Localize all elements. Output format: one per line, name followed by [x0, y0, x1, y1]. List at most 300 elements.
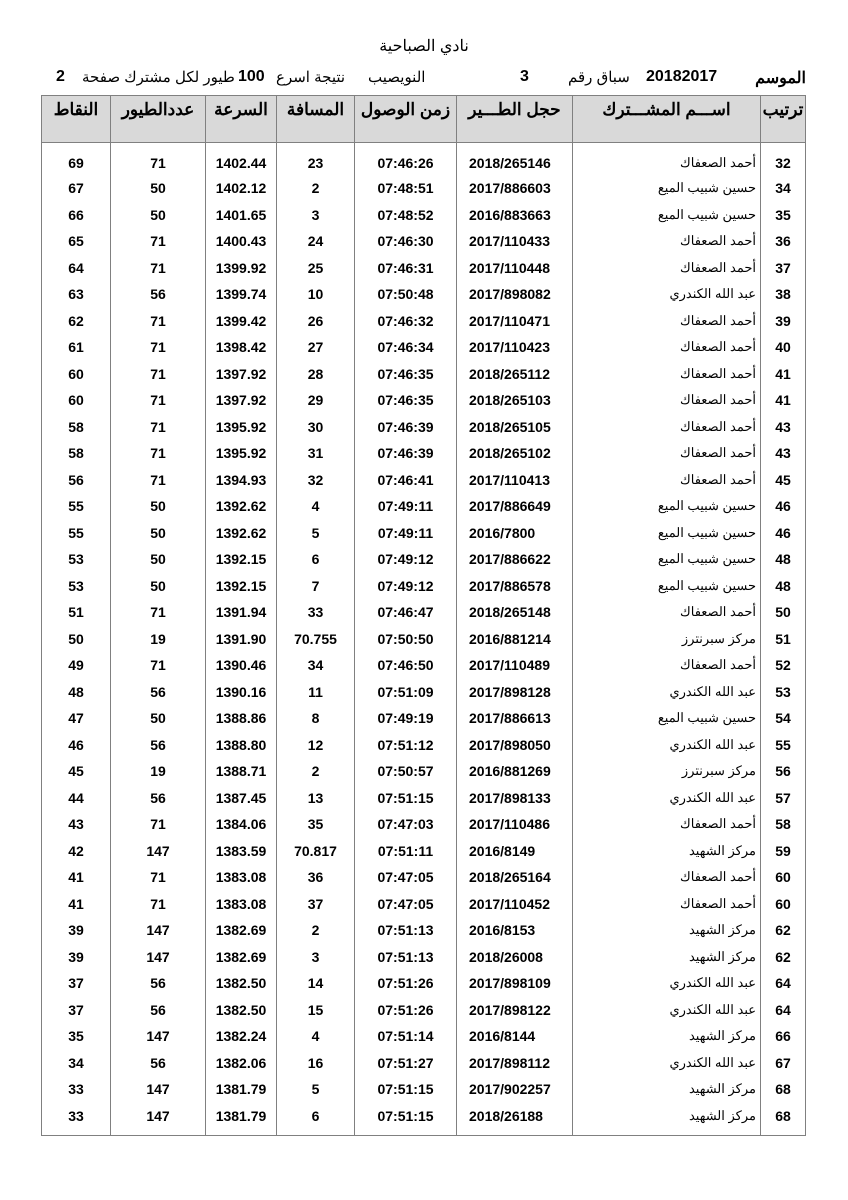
birds-cell: 50 — [111, 546, 206, 573]
arrival-cell: 07:46:47 — [355, 599, 457, 626]
table-row — [42, 228, 806, 255]
ring-cell: 2016/883663 — [457, 202, 573, 229]
speed-cell: 1381.79 — [206, 1103, 277, 1136]
participant-cell: أحمد الصعفاك — [573, 864, 761, 891]
rank-cell: 64 — [761, 997, 806, 1024]
participant-cell: أحمد الصعفاك — [573, 811, 761, 838]
distance-cell: 15 — [277, 997, 355, 1024]
participant-cell: حسين شبيب الميع — [573, 175, 761, 202]
birds-cell: 71 — [111, 599, 206, 626]
table-row — [42, 864, 806, 891]
points-cell: 58 — [42, 440, 111, 467]
ring-cell: 2018/265112 — [457, 361, 573, 388]
rank-cell: 57 — [761, 785, 806, 812]
speed-cell: 1390.16 — [206, 679, 277, 706]
rank-cell: 59 — [761, 838, 806, 865]
rank-cell: 43 — [761, 440, 806, 467]
rank-cell: 48 — [761, 546, 806, 573]
points-cell: 43 — [42, 811, 111, 838]
arrival-cell: 07:51:11 — [355, 838, 457, 865]
distance-cell: 3 — [277, 202, 355, 229]
table-row — [42, 599, 806, 626]
rank-cell: 60 — [761, 864, 806, 891]
table-row — [42, 440, 806, 467]
table-row — [42, 1050, 806, 1077]
rank-cell: 55 — [761, 732, 806, 759]
ring-cell: 2016/8153 — [457, 917, 573, 944]
birds-cell: 71 — [111, 334, 206, 361]
speed-cell: 1397.92 — [206, 387, 277, 414]
speed-cell: 1400.43 — [206, 228, 277, 255]
season-label: الموسم — [755, 70, 806, 87]
distance-cell: 35 — [277, 811, 355, 838]
ring-cell: 2016/7800 — [457, 520, 573, 547]
distance-cell: 4 — [277, 1023, 355, 1050]
distance-cell: 16 — [277, 1050, 355, 1077]
arrival-cell: 07:50:48 — [355, 281, 457, 308]
table-row — [42, 811, 806, 838]
rank-cell: 58 — [761, 811, 806, 838]
arrival-cell: 07:49:12 — [355, 546, 457, 573]
points-cell: 48 — [42, 679, 111, 706]
rank-cell: 36 — [761, 228, 806, 255]
ring-cell: 2017/902257 — [457, 1076, 573, 1103]
table-row — [42, 546, 806, 573]
arrival-cell: 07:51:12 — [355, 732, 457, 759]
birds-cell: 71 — [111, 414, 206, 441]
speed-cell: 1397.92 — [206, 361, 277, 388]
points-cell: 65 — [42, 228, 111, 255]
points-cell: 53 — [42, 546, 111, 573]
table-row — [42, 1023, 806, 1050]
rank-cell: 37 — [761, 255, 806, 282]
table-row — [42, 970, 806, 997]
arrival-cell: 07:51:15 — [355, 1103, 457, 1136]
arrival-cell: 07:48:52 — [355, 202, 457, 229]
col-header-participant: اســـم المشـــترك — [573, 96, 761, 143]
points-cell: 56 — [42, 467, 111, 494]
col-header-points: النقاط — [42, 96, 111, 143]
rank-cell: 68 — [761, 1076, 806, 1103]
arrival-cell: 07:51:15 — [355, 785, 457, 812]
rank-cell: 64 — [761, 970, 806, 997]
birds-cell: 50 — [111, 520, 206, 547]
ring-cell: 2017/110423 — [457, 334, 573, 361]
speed-cell: 1382.69 — [206, 944, 277, 971]
birds-cell: 71 — [111, 811, 206, 838]
arrival-cell: 07:47:05 — [355, 891, 457, 918]
participant-cell: حسين شبيب الميع — [573, 520, 761, 547]
arrival-cell: 07:47:05 — [355, 864, 457, 891]
speed-cell: 1382.50 — [206, 997, 277, 1024]
speed-cell: 1382.50 — [206, 970, 277, 997]
table-row — [42, 838, 806, 865]
birds-cell: 56 — [111, 281, 206, 308]
points-cell: 60 — [42, 361, 111, 388]
birds-cell: 147 — [111, 838, 206, 865]
table-row — [42, 944, 806, 971]
points-cell: 37 — [42, 997, 111, 1024]
result-label: نتيجة اسرع — [276, 69, 346, 86]
distance-cell: 5 — [277, 1076, 355, 1103]
arrival-cell: 07:46:31 — [355, 255, 457, 282]
speed-cell: 1402.44 — [206, 143, 277, 176]
table-row — [42, 493, 806, 520]
per-page-label: طيور لكل مشترك صفحة — [82, 69, 235, 86]
arrival-cell: 07:46:50 — [355, 652, 457, 679]
arrival-cell: 07:49:12 — [355, 573, 457, 600]
speed-cell: 1392.15 — [206, 546, 277, 573]
distance-cell: 3 — [277, 944, 355, 971]
participant-cell: أحمد الصعفاك — [573, 467, 761, 494]
ring-cell: 2017/898112 — [457, 1050, 573, 1077]
distance-cell: 10 — [277, 281, 355, 308]
ring-cell: 2018/265105 — [457, 414, 573, 441]
participant-cell: حسين شبيب الميع — [573, 202, 761, 229]
distance-cell: 24 — [277, 228, 355, 255]
arrival-cell: 07:51:26 — [355, 970, 457, 997]
table-header-row — [42, 96, 806, 143]
arrival-cell: 07:51:09 — [355, 679, 457, 706]
points-cell: 41 — [42, 891, 111, 918]
birds-cell: 19 — [111, 758, 206, 785]
points-cell: 58 — [42, 414, 111, 441]
ring-cell: 2018/265102 — [457, 440, 573, 467]
ring-cell: 2017/898109 — [457, 970, 573, 997]
participant-cell: حسين شبيب الميع — [573, 705, 761, 732]
birds-cell: 147 — [111, 1076, 206, 1103]
distance-cell: 8 — [277, 705, 355, 732]
rank-cell: 60 — [761, 891, 806, 918]
participant-cell: أحمد الصعفاك — [573, 228, 761, 255]
ring-cell: 2018/265103 — [457, 387, 573, 414]
ring-cell: 2016/881214 — [457, 626, 573, 653]
rank-cell: 43 — [761, 414, 806, 441]
rank-cell: 41 — [761, 387, 806, 414]
participant-cell: عبد الله الكندري — [573, 785, 761, 812]
col-header-birds: عددالطيور — [111, 96, 206, 143]
arrival-cell: 07:51:13 — [355, 944, 457, 971]
birds-cell: 19 — [111, 626, 206, 653]
speed-cell: 1401.65 — [206, 202, 277, 229]
participant-cell: أحمد الصعفاك — [573, 361, 761, 388]
ring-cell: 2018/265146 — [457, 143, 573, 176]
points-cell: 66 — [42, 202, 111, 229]
rank-cell: 46 — [761, 493, 806, 520]
speed-cell: 1383.08 — [206, 864, 277, 891]
distance-cell: 12 — [277, 732, 355, 759]
result-count: 100 — [238, 68, 265, 85]
ring-cell: 2018/265148 — [457, 599, 573, 626]
table-row — [42, 573, 806, 600]
birds-cell: 56 — [111, 997, 206, 1024]
arrival-cell: 07:46:39 — [355, 440, 457, 467]
table-row — [42, 891, 806, 918]
ring-cell: 2017/898082 — [457, 281, 573, 308]
distance-cell: 37 — [277, 891, 355, 918]
speed-cell: 1382.24 — [206, 1023, 277, 1050]
birds-cell: 71 — [111, 308, 206, 335]
participant-cell: مركز الشهيد — [573, 838, 761, 865]
points-cell: 33 — [42, 1103, 111, 1136]
speed-cell: 1382.06 — [206, 1050, 277, 1077]
distance-cell: 6 — [277, 1103, 355, 1136]
points-cell: 44 — [42, 785, 111, 812]
distance-cell: 30 — [277, 414, 355, 441]
table-row — [42, 143, 806, 176]
rank-cell: 35 — [761, 202, 806, 229]
participant-cell: أحمد الصعفاك — [573, 334, 761, 361]
speed-cell: 1399.74 — [206, 281, 277, 308]
table-row — [42, 652, 806, 679]
table-row — [42, 626, 806, 653]
arrival-cell: 07:49:19 — [355, 705, 457, 732]
ring-cell: 2017/110433 — [457, 228, 573, 255]
rank-cell: 51 — [761, 626, 806, 653]
participant-cell: مركز سبرنترز — [573, 758, 761, 785]
points-cell: 35 — [42, 1023, 111, 1050]
speed-cell: 1387.45 — [206, 785, 277, 812]
arrival-cell: 07:51:13 — [355, 917, 457, 944]
col-header-ring: حجل الطـــير — [457, 96, 573, 143]
distance-cell: 31 — [277, 440, 355, 467]
distance-cell: 26 — [277, 308, 355, 335]
rank-cell: 34 — [761, 175, 806, 202]
speed-cell: 1392.15 — [206, 573, 277, 600]
participant-cell: حسين شبيب الميع — [573, 546, 761, 573]
table-row — [42, 387, 806, 414]
distance-cell: 29 — [277, 387, 355, 414]
rank-cell: 38 — [761, 281, 806, 308]
rank-cell: 46 — [761, 520, 806, 547]
arrival-cell: 07:46:30 — [355, 228, 457, 255]
distance-cell: 32 — [277, 467, 355, 494]
rank-cell: 54 — [761, 705, 806, 732]
arrival-cell: 07:46:35 — [355, 361, 457, 388]
arrival-cell: 07:46:39 — [355, 414, 457, 441]
birds-cell: 56 — [111, 732, 206, 759]
participant-cell: أحمد الصعفاك — [573, 891, 761, 918]
points-cell: 37 — [42, 970, 111, 997]
rank-cell: 48 — [761, 573, 806, 600]
results-table — [41, 95, 806, 1136]
rank-cell: 52 — [761, 652, 806, 679]
rank-cell: 56 — [761, 758, 806, 785]
participant-cell: أحمد الصعفاك — [573, 387, 761, 414]
distance-cell: 23 — [277, 143, 355, 176]
speed-cell: 1383.59 — [206, 838, 277, 865]
rank-cell: 62 — [761, 917, 806, 944]
ring-cell: 2016/881269 — [457, 758, 573, 785]
participant-cell: أحمد الصعفاك — [573, 308, 761, 335]
arrival-cell: 07:51:26 — [355, 997, 457, 1024]
ring-cell: 2017/898050 — [457, 732, 573, 759]
speed-cell: 1388.86 — [206, 705, 277, 732]
arrival-cell: 07:49:11 — [355, 520, 457, 547]
birds-cell: 147 — [111, 1023, 206, 1050]
participant-cell: حسين شبيب الميع — [573, 493, 761, 520]
ring-cell: 2018/265164 — [457, 864, 573, 891]
speed-cell: 1398.42 — [206, 334, 277, 361]
birds-cell: 71 — [111, 228, 206, 255]
points-cell: 55 — [42, 520, 111, 547]
ring-cell: 2016/8144 — [457, 1023, 573, 1050]
arrival-cell: 07:49:11 — [355, 493, 457, 520]
rank-cell: 41 — [761, 361, 806, 388]
speed-cell: 1394.93 — [206, 467, 277, 494]
table-row — [42, 281, 806, 308]
birds-cell: 71 — [111, 891, 206, 918]
participant-cell: أحمد الصعفاك — [573, 652, 761, 679]
speed-cell: 1388.71 — [206, 758, 277, 785]
rank-cell: 45 — [761, 467, 806, 494]
birds-cell: 56 — [111, 679, 206, 706]
table-row — [42, 202, 806, 229]
ring-cell: 2017/110413 — [457, 467, 573, 494]
arrival-cell: 07:48:51 — [355, 175, 457, 202]
table-row — [42, 308, 806, 335]
distance-cell: 36 — [277, 864, 355, 891]
arrival-cell: 07:51:27 — [355, 1050, 457, 1077]
table-row — [42, 997, 806, 1024]
participant-cell: أحمد الصعفاك — [573, 440, 761, 467]
participant-cell: مركز الشهيد — [573, 1023, 761, 1050]
arrival-cell: 07:46:34 — [355, 334, 457, 361]
season-value: 20182017 — [646, 68, 718, 85]
points-cell: 55 — [42, 493, 111, 520]
points-cell: 42 — [42, 838, 111, 865]
col-header-arrival: زمن الوصول — [355, 96, 457, 143]
speed-cell: 1399.42 — [206, 308, 277, 335]
rank-cell: 40 — [761, 334, 806, 361]
participant-cell: عبد الله الكندري — [573, 732, 761, 759]
participant-cell: مركز الشهيد — [573, 944, 761, 971]
distance-cell: 2 — [277, 175, 355, 202]
ring-cell: 2017/110452 — [457, 891, 573, 918]
table-row — [42, 679, 806, 706]
table-row — [42, 414, 806, 441]
table-row — [42, 255, 806, 282]
distance-cell: 70.817 — [277, 838, 355, 865]
race-location: النويصيب — [368, 69, 426, 86]
speed-cell: 1399.92 — [206, 255, 277, 282]
ring-cell: 2017/898128 — [457, 679, 573, 706]
distance-cell: 70.755 — [277, 626, 355, 653]
points-cell: 47 — [42, 705, 111, 732]
col-header-rank: ترتيب — [761, 96, 806, 143]
points-cell: 64 — [42, 255, 111, 282]
points-cell: 39 — [42, 944, 111, 971]
ring-cell: 2017/110471 — [457, 308, 573, 335]
participant-cell: أحمد الصعفاك — [573, 414, 761, 441]
birds-cell: 147 — [111, 917, 206, 944]
points-cell: 61 — [42, 334, 111, 361]
points-cell: 62 — [42, 308, 111, 335]
birds-cell: 147 — [111, 1103, 206, 1136]
distance-cell: 33 — [277, 599, 355, 626]
participant-cell: حسين شبيب الميع — [573, 573, 761, 600]
ring-cell: 2017/886578 — [457, 573, 573, 600]
ring-cell: 2017/110486 — [457, 811, 573, 838]
rank-cell: 32 — [761, 143, 806, 176]
speed-cell: 1395.92 — [206, 414, 277, 441]
points-cell: 53 — [42, 573, 111, 600]
ring-cell: 2017/898133 — [457, 785, 573, 812]
ring-cell: 2018/26008 — [457, 944, 573, 971]
points-cell: 33 — [42, 1076, 111, 1103]
arrival-cell: 07:50:57 — [355, 758, 457, 785]
birds-cell: 50 — [111, 705, 206, 732]
birds-cell: 50 — [111, 202, 206, 229]
distance-cell: 2 — [277, 758, 355, 785]
distance-cell: 34 — [277, 652, 355, 679]
points-cell: 67 — [42, 175, 111, 202]
participant-cell: أحمد الصعفاك — [573, 255, 761, 282]
participant-cell: عبد الله الكندري — [573, 970, 761, 997]
birds-cell: 71 — [111, 255, 206, 282]
arrival-cell: 07:51:14 — [355, 1023, 457, 1050]
birds-cell: 56 — [111, 785, 206, 812]
distance-cell: 7 — [277, 573, 355, 600]
speed-cell: 1390.46 — [206, 652, 277, 679]
points-cell: 34 — [42, 1050, 111, 1077]
ring-cell: 2017/110489 — [457, 652, 573, 679]
distance-cell: 11 — [277, 679, 355, 706]
points-cell: 41 — [42, 864, 111, 891]
birds-cell: 50 — [111, 175, 206, 202]
table-row — [42, 361, 806, 388]
points-cell: 50 — [42, 626, 111, 653]
page-number: 2 — [56, 68, 65, 85]
race-number: 3 — [520, 68, 529, 85]
distance-cell: 27 — [277, 334, 355, 361]
table-row — [42, 175, 806, 202]
birds-cell: 71 — [111, 652, 206, 679]
points-cell: 60 — [42, 387, 111, 414]
rank-cell: 68 — [761, 1103, 806, 1136]
speed-cell: 1392.62 — [206, 520, 277, 547]
ring-cell: 2017/886603 — [457, 175, 573, 202]
arrival-cell: 07:46:41 — [355, 467, 457, 494]
speed-cell: 1384.06 — [206, 811, 277, 838]
ring-cell: 2018/26188 — [457, 1103, 573, 1136]
birds-cell: 50 — [111, 573, 206, 600]
table-row — [42, 1076, 806, 1103]
speed-cell: 1391.90 — [206, 626, 277, 653]
rank-cell: 53 — [761, 679, 806, 706]
participant-cell: مركز سبرنترز — [573, 626, 761, 653]
rank-cell: 50 — [761, 599, 806, 626]
ring-cell: 2017/110448 — [457, 255, 573, 282]
ring-cell: 2016/8149 — [457, 838, 573, 865]
speed-cell: 1395.92 — [206, 440, 277, 467]
rank-cell: 39 — [761, 308, 806, 335]
arrival-cell: 07:50:50 — [355, 626, 457, 653]
distance-cell: 28 — [277, 361, 355, 388]
participant-cell: مركز الشهيد — [573, 1103, 761, 1136]
table-row — [42, 705, 806, 732]
participant-cell: عبد الله الكندري — [573, 1050, 761, 1077]
table-row — [42, 758, 806, 785]
distance-cell: 6 — [277, 546, 355, 573]
speed-cell: 1383.08 — [206, 891, 277, 918]
birds-cell: 71 — [111, 143, 206, 176]
points-cell: 49 — [42, 652, 111, 679]
speed-cell: 1392.62 — [206, 493, 277, 520]
ring-cell: 2017/898122 — [457, 997, 573, 1024]
distance-cell: 2 — [277, 917, 355, 944]
participant-cell: مركز الشهيد — [573, 917, 761, 944]
